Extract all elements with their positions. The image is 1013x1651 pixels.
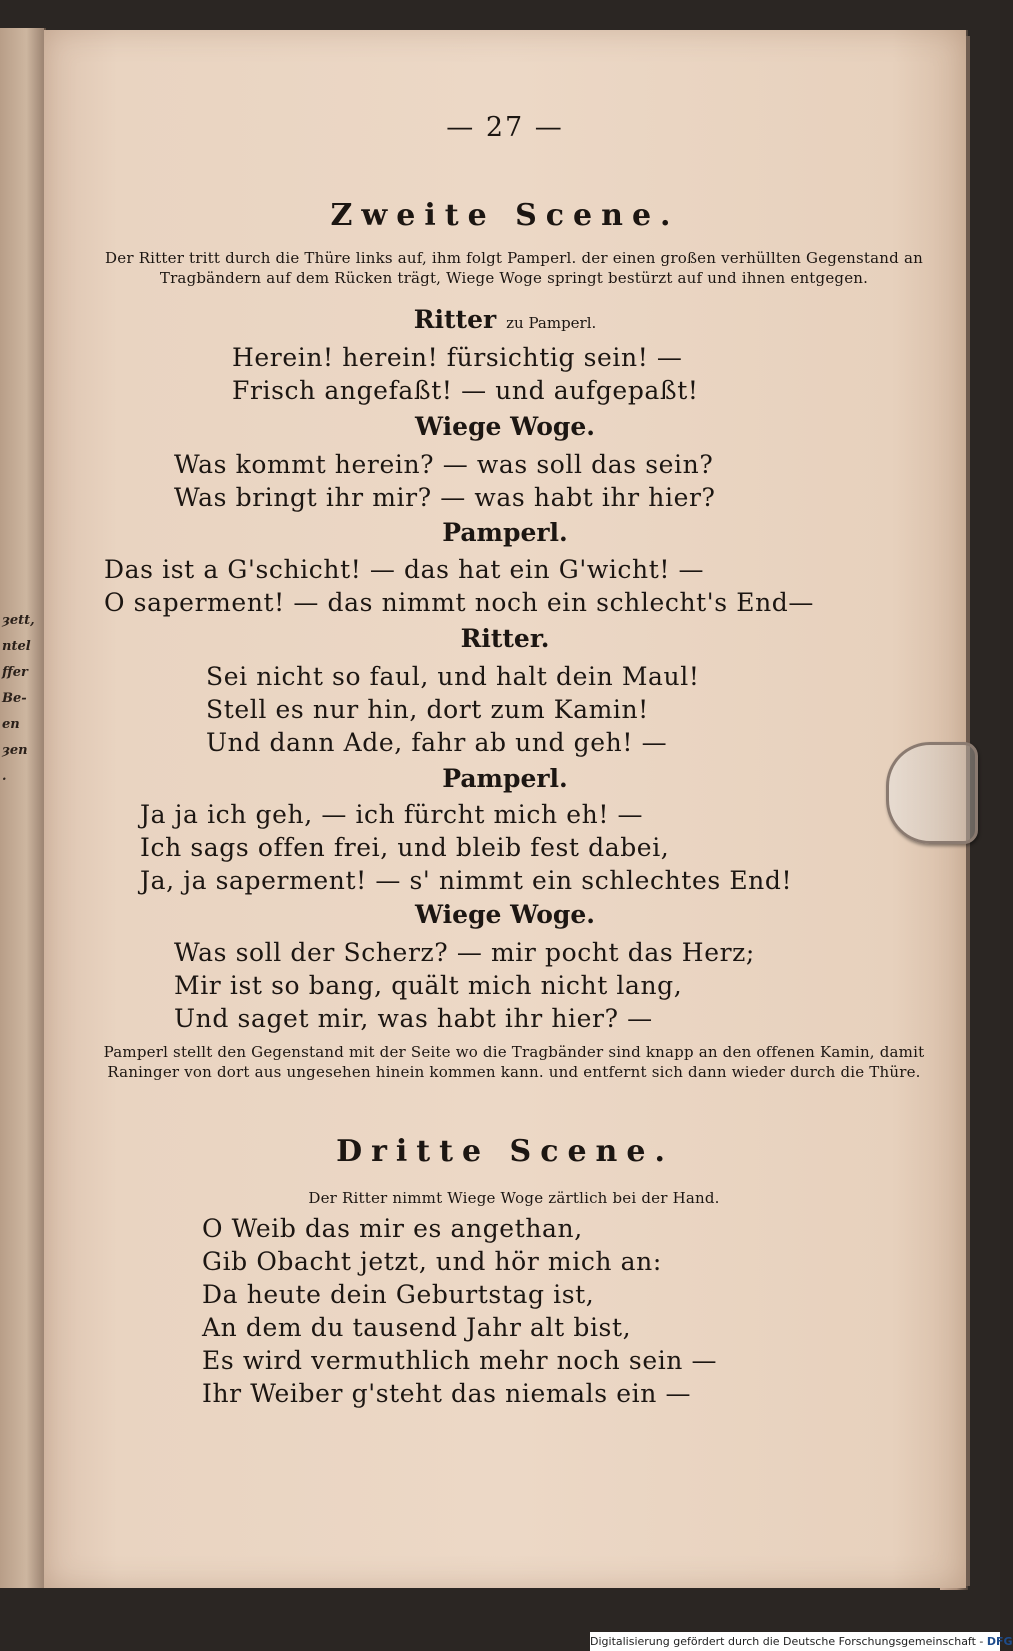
- speaker-aside: zu Pamperl.: [506, 314, 597, 332]
- verse-block: [104, 553, 814, 619]
- speaker-name: Pamperl.: [442, 518, 568, 547]
- verse-block: [206, 660, 699, 759]
- verse-line: Es wird vermuthlich mehr noch sein —: [202, 1346, 718, 1375]
- verse-block: [174, 448, 716, 514]
- verse-line: Da heute dein Geburtstag ist,: [202, 1280, 595, 1309]
- verse-block: [174, 936, 755, 1035]
- verse-line: Ja, ja saperment! — s' nimmt ein schlechtes End!: [140, 866, 793, 895]
- verse-line: Was soll der Scherz? — mir pocht das Herz;: [174, 938, 755, 967]
- scene-heading: Dritte Scene.: [336, 1134, 674, 1169]
- verse-line: Sei nicht so faul, und halt dein Maul!: [206, 662, 700, 691]
- verse-line: Das ist a G'schicht! — das hat ein G'wicht! —: [104, 555, 705, 584]
- facing-page-text-fragments: [2, 608, 42, 790]
- verse-line: O Weib das mir es angethan,: [202, 1214, 583, 1243]
- fragment-line: ȝett,: [2, 613, 35, 628]
- verse-block: [232, 341, 699, 407]
- page-number: — 27 —: [446, 112, 564, 143]
- speaker-name: Wiege Woge.: [415, 412, 595, 441]
- fragment-line: ȝen: [2, 743, 28, 758]
- speaker-name: Pamperl.: [442, 764, 568, 793]
- facing-page-edge: [0, 28, 46, 1588]
- verse-line: O saperment! — das nimmt noch ein schlecht's End—: [104, 588, 815, 617]
- fragment-line: .: [2, 769, 7, 784]
- credit-text: Digitalisierung gefördert durch die Deutsche Forschungsgemeinschaft -: [590, 1635, 984, 1648]
- fragment-line: en: [2, 717, 20, 732]
- stage-direction: Pamperl stellt den Gegenstand mit der Seite wo die Tragbänder sind knapp an den offenen Kamin, damit Raninger von dort aus ungesehen hinein kommen kann. und entfernt sich dann wieder durch die Thüre.: [103, 1043, 925, 1081]
- verse-line: Ich sags offen frei, und bleib fest dabei,: [140, 833, 670, 862]
- fragment-line: ffer: [2, 665, 28, 680]
- speaker-name: Ritter.: [460, 624, 550, 653]
- dfg-logo: DFG: [986, 1635, 1013, 1648]
- verse-block: [140, 798, 792, 897]
- scene-heading: Zweite Scene.: [330, 198, 680, 233]
- digitization-credit: [590, 1632, 1013, 1651]
- verse-line: Frisch angefaßt! — und aufgepaßt!: [232, 376, 699, 405]
- verse-line: Ihr Weiber g'steht das niemals ein —: [202, 1379, 692, 1408]
- speaker-name: Wiege Woge.: [415, 900, 595, 929]
- verse-line: Und saget mir, was habt ihr hier? —: [174, 1004, 653, 1033]
- fragment-line: Be-: [2, 691, 27, 706]
- page-content: [44, 30, 966, 1588]
- fragment-line: ntel: [2, 639, 31, 654]
- verse-line: Gib Obacht jetzt, und hör mich an:: [202, 1247, 662, 1276]
- verse-line: Was bringt ihr mir? — was habt ihr hier?: [174, 483, 716, 512]
- verse-line: Und dann Ade, fahr ab und geh! —: [206, 728, 668, 757]
- verse-line: Was kommt herein? — was soll das sein?: [174, 450, 714, 479]
- speaker-label: Ritter: [413, 305, 497, 334]
- verse-line: Stell es nur hin, dort zum Kamin!: [206, 695, 649, 724]
- verse-line: Ja ja ich geh, — ich fürcht mich eh! —: [140, 800, 644, 829]
- speaker-name: [44, 305, 966, 334]
- stage-direction: Der Ritter tritt durch die Thüre links auf, ihm folgt Pamperl. der einen großen verhüllten Gegenstand an Tragbändern auf dem Rücken trägt, Wiege Woge springt bestürzt auf und ihnen entgegen.: [105, 249, 923, 287]
- verse-block: [202, 1212, 717, 1410]
- verse-line: Mir ist so bang, quält mich nicht lang,: [174, 971, 683, 1000]
- verse-line: An dem du tausend Jahr alt bist,: [202, 1313, 632, 1342]
- stage-direction: Der Ritter nimmt Wiege Woge zärtlich bei der Hand.: [308, 1189, 720, 1207]
- verse-line: Herein! herein! fürsichtig sein! —: [232, 343, 683, 372]
